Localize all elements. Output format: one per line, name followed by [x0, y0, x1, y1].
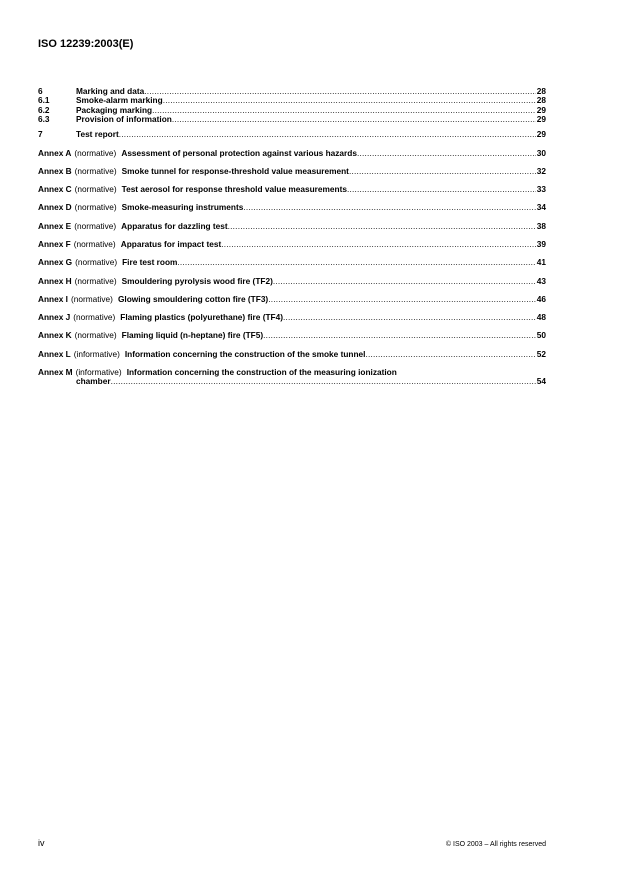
annex-label: Annex M — [38, 367, 73, 378]
toc-entry-annex-g[interactable] — [38, 258, 546, 267]
page-number: 28 — [536, 95, 546, 106]
section-title: Packaging marking — [76, 104, 153, 115]
annex-label: Annex E — [38, 220, 72, 231]
annex-kind: (normative) — [74, 202, 117, 213]
annex-title: Smoke tunnel for response-threshold value measurement — [121, 165, 349, 176]
toc-entry-annex-c[interactable] — [38, 185, 546, 194]
annex-kind: (normative) — [73, 312, 116, 323]
leader-dots — [268, 295, 536, 304]
leader-dots — [163, 96, 536, 105]
annex-kind: (normative) — [74, 220, 117, 231]
leader-dots — [172, 115, 536, 124]
toc-entry-annex-b[interactable] — [38, 167, 546, 176]
page-number: 29 — [536, 114, 546, 125]
annex-label: Annex A — [38, 147, 72, 158]
annex-title: Flaming liquid (n-heptane) fire (TF5) — [121, 330, 264, 341]
annex-label: Annex C — [38, 184, 72, 195]
annex-label: Annex I — [38, 293, 68, 304]
page-number: 41 — [536, 257, 546, 268]
page-number: 32 — [536, 165, 546, 176]
leader-dots — [177, 258, 535, 267]
section-number: 7 — [38, 129, 43, 140]
section-number: 6 — [38, 86, 43, 96]
toc-entry-annex-i[interactable] — [38, 295, 546, 304]
page-number: 50 — [536, 330, 546, 341]
document-header: ISO 12239:2003(E) — [38, 38, 134, 50]
annex-title: Information concerning the construction of the smoke tunnel — [124, 348, 366, 359]
toc-entry-annex-m[interactable] — [38, 368, 546, 377]
page-number: 46 — [536, 293, 546, 304]
annex-kind: (normative) — [74, 330, 117, 341]
page-number: 30 — [536, 147, 546, 158]
leader-dots — [365, 350, 535, 359]
footer-copyright: © ISO 2003 – All rights reserved — [445, 841, 546, 848]
page-number: 52 — [536, 348, 546, 359]
annex-label: Annex H — [38, 275, 72, 286]
toc-entry-annex-m-continued[interactable] — [38, 377, 546, 386]
page-number: 38 — [536, 220, 546, 231]
page-number: 39 — [536, 239, 546, 249]
annex-kind: (informative) — [73, 348, 120, 359]
toc-entry-annex-l[interactable] — [38, 350, 546, 359]
section-title: Test report — [76, 129, 119, 140]
annex-title: Smoke-measuring instruments — [121, 202, 244, 213]
annex-kind: (normative) — [74, 184, 117, 195]
annex-label: Annex D — [38, 202, 72, 213]
section-number: 6.3 — [38, 114, 50, 125]
annex-title: Assessment of personal protection against various hazards — [121, 147, 357, 158]
leader-dots — [119, 130, 536, 139]
leader-dots — [263, 331, 536, 340]
toc-entry-annex-h[interactable] — [38, 277, 546, 286]
annex-kind: (normative) — [74, 275, 117, 286]
annex-title: Apparatus for impact test — [120, 239, 222, 249]
leader-dots — [243, 203, 535, 212]
leader-dots — [273, 277, 536, 286]
leader-dots — [357, 149, 536, 158]
leader-dots — [111, 377, 536, 386]
page-number: 28 — [536, 86, 546, 96]
leader-dots — [347, 185, 536, 194]
annex-label: Annex J — [38, 312, 71, 323]
page-number: 29 — [536, 104, 546, 115]
annex-title: Flaming plastics (polyurethane) fire (TF4) — [120, 312, 283, 323]
toc-entry-section-7[interactable] — [38, 130, 546, 139]
toc-entry-annex-e[interactable] — [38, 222, 546, 231]
toc-entry-annex-d[interactable] — [38, 203, 546, 212]
leader-dots — [228, 222, 536, 231]
leader-dots — [283, 313, 536, 322]
leader-dots — [152, 106, 536, 115]
annex-title: Test aerosol for response threshold value measurements — [121, 184, 347, 195]
annex-kind: (informative) — [75, 367, 122, 378]
annex-kind: (normative) — [75, 257, 118, 268]
annex-title: Apparatus for dazzling test — [121, 220, 228, 231]
annex-label: Annex L — [38, 348, 71, 359]
annex-label: Annex G — [38, 257, 73, 268]
section-title: Marking and data — [76, 86, 145, 96]
page-number: 48 — [536, 312, 546, 323]
annex-title: Fire test room — [122, 257, 178, 268]
annex-label: Annex K — [38, 330, 72, 341]
page-number: 54 — [536, 376, 546, 387]
toc-entry-section-6-3[interactable] — [38, 115, 546, 124]
page-number: 34 — [536, 202, 546, 213]
section-number: 6.1 — [38, 95, 50, 106]
toc-entry-annex-j[interactable] — [38, 313, 546, 322]
annex-kind: (normative) — [74, 147, 117, 158]
annex-kind: (normative) — [73, 239, 116, 249]
annex-kind: (normative) — [74, 165, 117, 176]
section-title: Provision of information — [76, 114, 172, 125]
page-number: 43 — [536, 275, 546, 286]
annex-label: Annex F — [38, 239, 71, 249]
leader-dots — [144, 87, 536, 96]
annex-title: Smouldering pyrolysis wood fire (TF2) — [121, 275, 273, 286]
toc-entry-annex-f[interactable] — [38, 240, 546, 249]
leader-dots — [349, 167, 536, 176]
page-number: 33 — [536, 184, 546, 195]
table-of-contents — [38, 87, 546, 387]
annex-kind: (normative) — [70, 293, 113, 304]
annex-title: Information concerning the construction of the measuring ionization — [126, 367, 397, 378]
toc-entry-annex-k[interactable] — [38, 331, 546, 340]
page-number: 29 — [536, 129, 546, 140]
leader-dots — [221, 240, 536, 249]
toc-entry-annex-a[interactable] — [38, 149, 546, 158]
footer-page-label: iv — [38, 838, 45, 848]
annex-title: Glowing smouldering cotton fire (TF3) — [117, 293, 269, 304]
annex-title-continued: chamber — [76, 376, 111, 387]
section-title: Smoke-alarm marking — [76, 95, 163, 106]
annex-label: Annex B — [38, 165, 72, 176]
section-number: 6.2 — [38, 104, 50, 115]
